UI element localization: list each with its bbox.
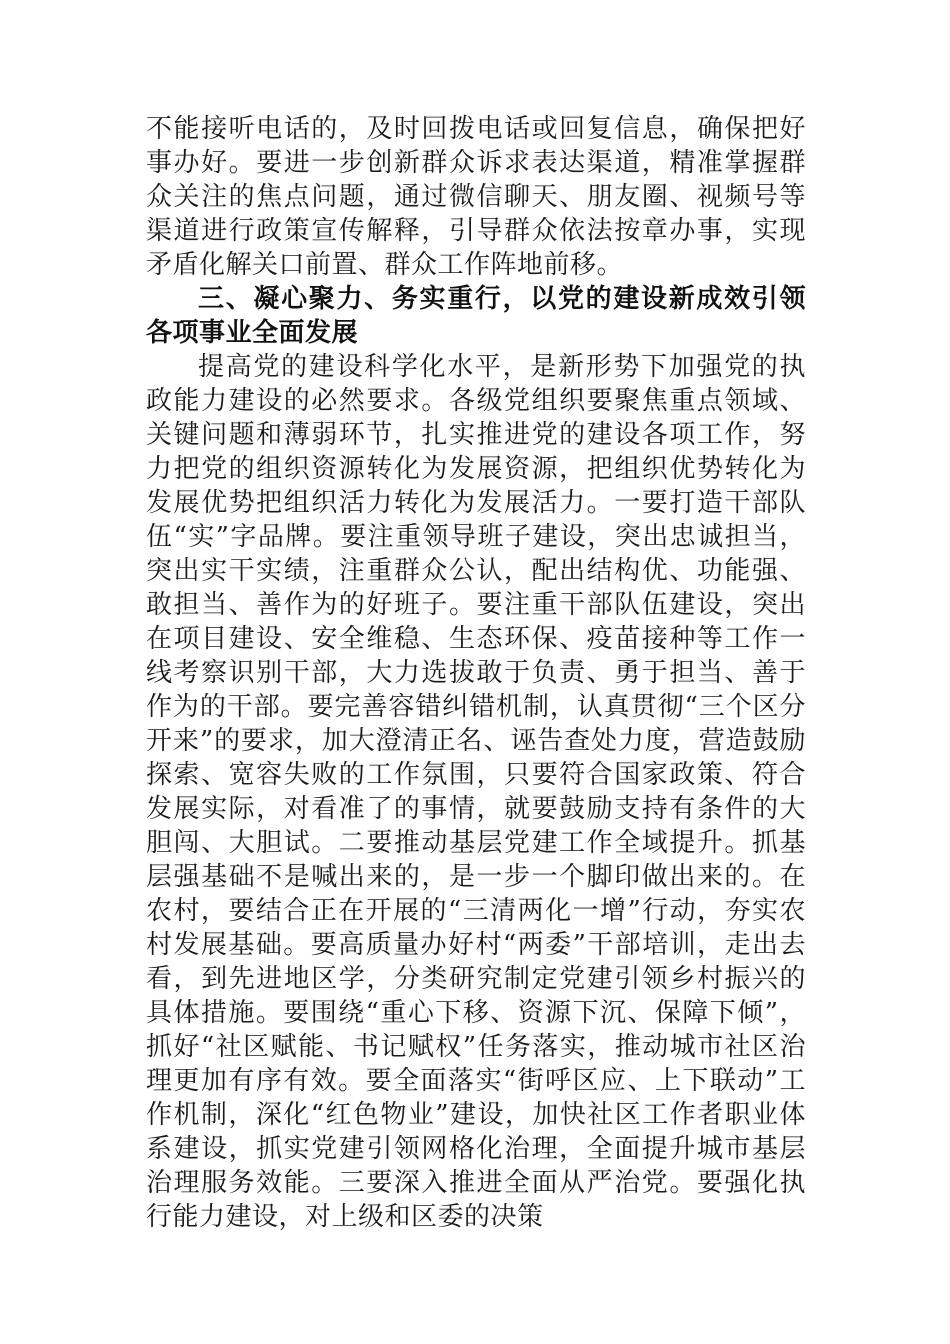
document-page bbox=[146, 112, 806, 1234]
section-heading: 三、凝心聚力、务实重行，以党的建设新成效引领各项事业全面发展 bbox=[146, 284, 806, 348]
paragraph-continued: 不能接听电话的，及时回拨电话或回复信息，确保把好事办好。要进一步创新群众诉求表达渠道，精准掌握群众关注的焦点问题，通过微信聊天、朋友圈、视频号等渠道进行政策宣传解释，引导群众依法按章办事，实现矛盾化解关口前置、群众工作阵地前移。 bbox=[146, 114, 806, 280]
paragraph-main: 提高党的建设科学化水平，是新形势下加强党的执政能力建设的必然要求。各级党组织要聚焦重点领域、关键问题和薄弱环节，扎实推进党的建设各项工作，努力把党的组织资源转化为发展资源，把组织优势转化为发展优势把组织活力转化为发展活力。一要打造干部队伍“实”字品牌。要注重领导班子建设，突出忠诚担当，突出实干实绩，注重群众公认，配出结构优、功能强、敢担当、善作为的好班子。要注重干部队伍建设，突出在项目建设、安全维稳、生态环保、疫苗接种等工作一线考察识别干部，大力选拔敢于负责、勇于担当、善于作为的干部。要完善容错纠错机制，认真贯彻“三个区分开来”的要求，加大澄清正名、诬告查处力度，营造鼓励探索、宽容失败的工作氛围，只要符合国家政策、符合发展实际，对看准了的事情，就要鼓励支持有条件的大胆闯、大胆试。二要推动基层党建工作全域提升。抓基层强基础不是喊出来的，是一步一个脚印做出来的。在农村，要结合正在开展的“三清两化一增”行动，夯实农村发展基础。要高质量办好村“两委”干部培训，走出去看，到先进地区学，分类研究制定党建引领乡村振兴的具体措施。要围绕“重心下移、资源下沉、保障下倾”，抓好“社区赋能、书记赋权”任务落实，推动城市社区治理更加有序有效。要全面落实“街呼区应、上下联动”工作机制，深化“红色物业”建设，加快社区工作者职业体系建设，抓实党建引领网格化治理，全面提升城市基层治理服务效能。三要深入推进全面从严治党。要强化执行能力建设，对上级和区委的决策 bbox=[146, 352, 806, 1232]
